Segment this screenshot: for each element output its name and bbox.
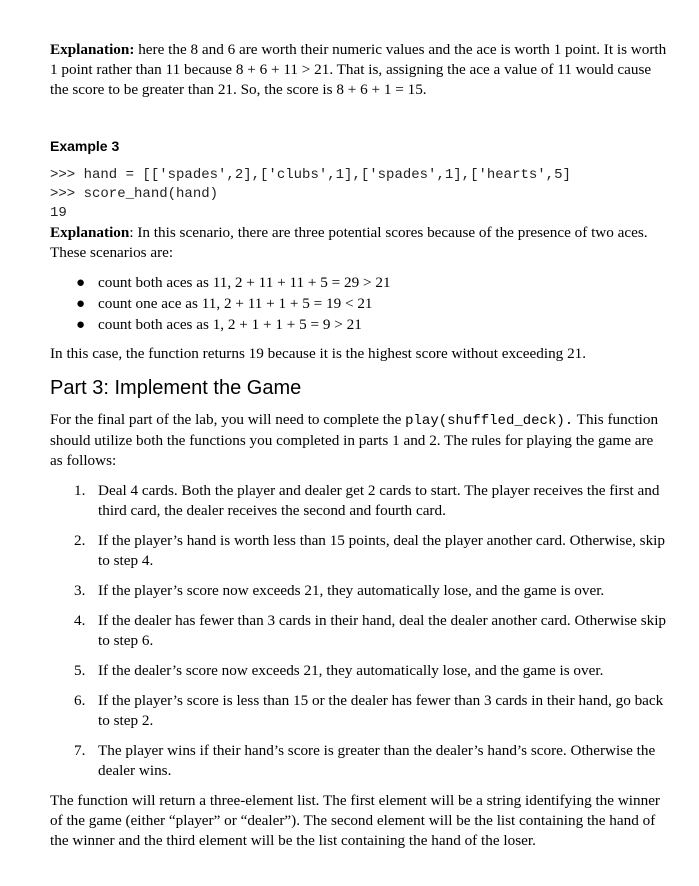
intro-text: For the final part of the lab, you will need to complete the bbox=[50, 411, 406, 428]
step-text: If the player’s score is less than 15 or the dealer has fewer than 3 cards in their hand, go back to step 2. bbox=[98, 692, 664, 729]
list-item bbox=[50, 294, 668, 315]
list-item-text: count one ace as 11, 2 + 11 + 1 + 5 = 19 < 21 bbox=[98, 295, 373, 312]
step-number: 4. bbox=[74, 612, 86, 629]
step-text: If the player’s score now exceeds 21, they automatically lose, and the game is over. bbox=[98, 582, 605, 599]
part-3-heading: Part 3: Implement the Game bbox=[50, 377, 302, 399]
step-number: 7. bbox=[74, 742, 86, 759]
step-number: 5. bbox=[74, 662, 86, 679]
inline-code: play(shuffled_deck). bbox=[405, 413, 574, 429]
list-item bbox=[50, 581, 668, 601]
explanation-label: Explanation bbox=[50, 224, 130, 241]
bullet-icon: ● bbox=[76, 296, 86, 312]
code-line: >>> score_hand(hand) bbox=[50, 186, 219, 202]
example-3-explanation bbox=[50, 223, 668, 263]
example-3-heading: Example 3 bbox=[50, 138, 120, 154]
list-item bbox=[50, 531, 668, 571]
list-item bbox=[50, 611, 668, 651]
bullet-icon: ● bbox=[76, 317, 86, 333]
step-number: 2. bbox=[74, 532, 86, 549]
list-item bbox=[50, 691, 668, 731]
list-item bbox=[50, 273, 668, 294]
list-item bbox=[50, 315, 668, 336]
conclusion-paragraph: In this case, the function returns 19 because it is the highest score without exceeding 21. bbox=[50, 345, 587, 362]
code-output: 19 bbox=[50, 205, 67, 221]
document-page bbox=[50, 28, 668, 851]
part-3-intro bbox=[50, 410, 668, 471]
step-text: The player wins if their hand’s score is greater than the dealer’s hand’s score. Otherwise the dealer wins. bbox=[98, 742, 656, 779]
step-number: 1. bbox=[74, 482, 86, 499]
closing-paragraph: The function will return a three-element list. The first element will be a string identifying the winner of the game (either “player” or “dealer”). The second element will be the list containing the hand of the winner and the third element will be the list containing the hand of the loser. bbox=[50, 792, 660, 849]
list-item bbox=[50, 741, 668, 781]
step-text: If the player’s hand is worth less than 15 points, deal the player another card. Otherwise, skip to step 4. bbox=[98, 532, 665, 569]
step-text: If the dealer has fewer than 3 cards in their hand, deal the dealer another card. Otherwise skip to step 6. bbox=[98, 612, 667, 649]
step-text: If the dealer’s score now exceeds 21, they automatically lose, and the game is over. bbox=[98, 662, 604, 679]
rules-list bbox=[50, 481, 668, 781]
step-number: 3. bbox=[74, 582, 86, 599]
scenario-list bbox=[50, 273, 668, 336]
intro-text: This function should utilize both the functions you completed in parts 1 and 2. The rules for playing the game are as follows: bbox=[50, 411, 659, 469]
list-item bbox=[50, 661, 668, 681]
code-line: >>> hand = [['spades',2],['clubs',1],['spades',1],['hearts',5] bbox=[50, 167, 571, 183]
step-text: Deal 4 cards. Both the player and dealer get 2 cards to start. The player receives the first and third card, the dealer receives the second and fourth card. bbox=[98, 482, 660, 519]
code-block bbox=[50, 166, 668, 223]
list-item-text: count both aces as 1, 2 + 1 + 1 + 5 = 9 > 21 bbox=[98, 316, 362, 333]
list-item bbox=[50, 481, 668, 521]
explanation-text: : In this scenario, there are three potential scores because of the presence of two aces. These scenarios are: bbox=[50, 224, 648, 261]
explanation-label: Explanation: bbox=[50, 41, 135, 58]
list-item-text: count both aces as 11, 2 + 11 + 11 + 5 = 29 > 21 bbox=[98, 274, 391, 291]
step-number: 6. bbox=[74, 692, 86, 709]
explanation-paragraph bbox=[50, 40, 668, 100]
bullet-icon: ● bbox=[76, 275, 86, 291]
explanation-text: here the 8 and 6 are worth their numeric values and the ace is worth 1 point. It is worth 1 point rather than 11 because 8 + 6 + 11 > 21. That is, assigning the ace a value of 11 would cause the score to be greater than 21. So, the score is 8 + 6 + 1 = 15. bbox=[50, 41, 667, 98]
